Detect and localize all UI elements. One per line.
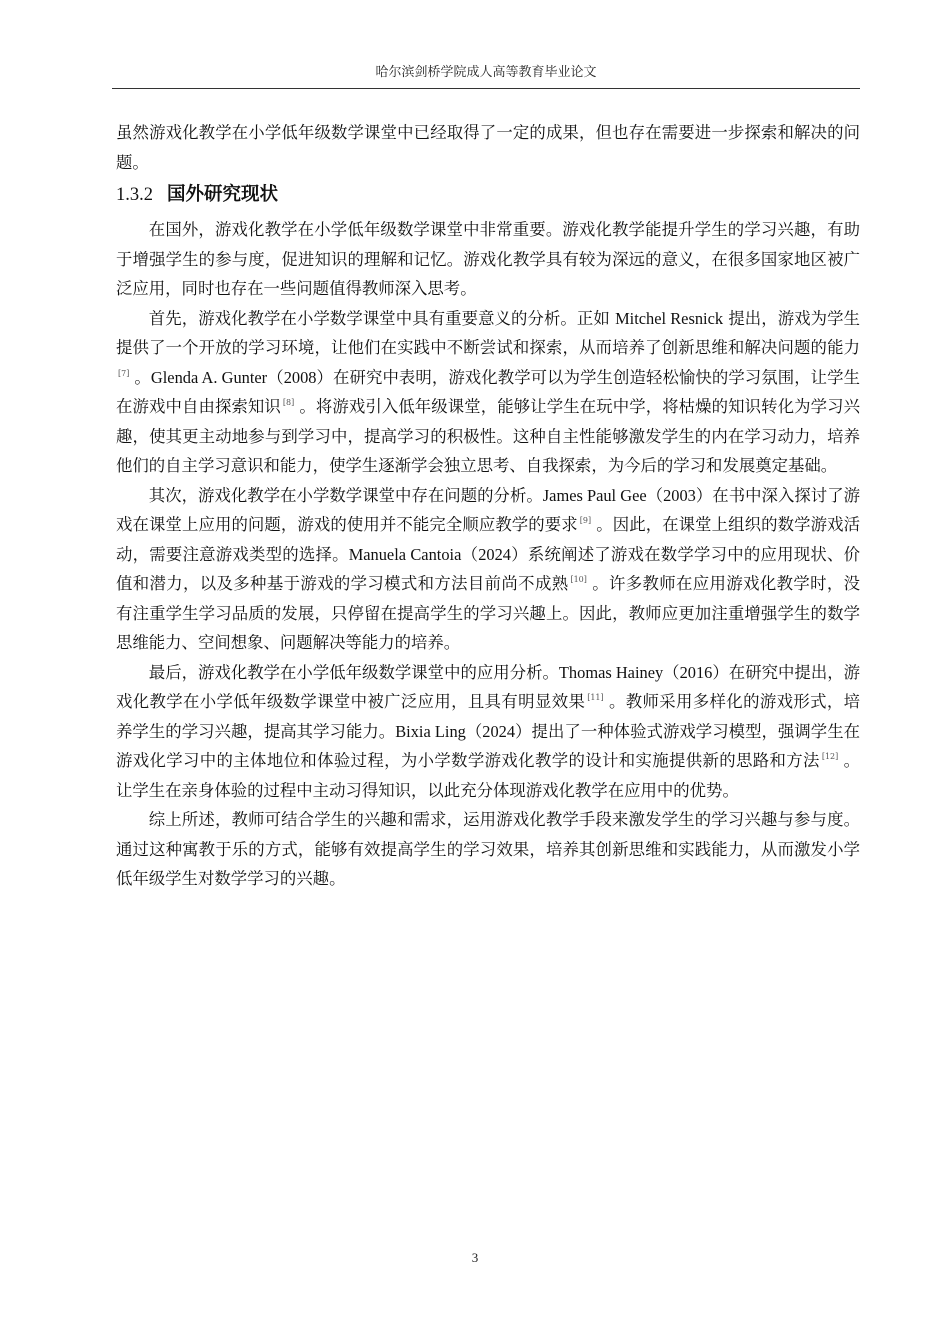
author-bixia-ling: Bixia Ling（2024） <box>395 721 532 741</box>
p3-text-b: 在书中深入探讨了游戏在课堂上应用的问题，游戏的使用并不能完全顺应教学的要求 <box>116 485 861 534</box>
p2-text-a: 首先，游戏化教学在小学数学课堂中具有重要意义的分析。正如 <box>148 308 616 328</box>
p2-text-b: 提出，游戏为学生提供了一个开放的学习环境，让他们在实践中不断尝试和探索，从而培养了创新思维和解决问题的能力 <box>116 308 860 357</box>
p4-text-c: 。教师采用多样化的游戏形式，培养学生的学习兴趣，提高其学习能力。 <box>116 692 861 741</box>
paragraph-application <box>116 658 860 806</box>
section-title: 国外研究现状 <box>167 184 279 205</box>
paragraph-problems <box>116 481 860 658</box>
author-thomas-hainey: Thomas Hainey（2016） <box>558 662 729 682</box>
paragraph-significance <box>116 304 860 481</box>
p3-text-c: 。因此，在课堂上组织的数学游戏活动，需要注意游戏类型的选择。 <box>116 515 860 564</box>
citation-10: [10] <box>570 575 587 584</box>
paragraph-overview: 在国外，游戏化教学在小学低年级数学课堂中非常重要。游戏化教学能提升学生的学习兴趣，有助于增强学生的参与度，促进知识的理解和记忆。游戏化教学具有较为深远的意义，在很多国家地区被广泛应用，同时也存在一些问题值得教师深入思考。 <box>116 220 860 298</box>
running-header: 哈尔滨剑桥学院成人高等教育毕业论文 <box>112 62 860 89</box>
page-body <box>116 118 860 894</box>
p2-text-d: 在研究中表明，游戏化教学可以为学生创造轻松愉快的学习氛围，让学生在游戏中自由探索知识 <box>116 367 861 416</box>
author-manuela-cantoia: Manuela Cantoia（2024） <box>348 544 528 564</box>
p3-text-d: 系统阐述了游戏在数学学习中的应用现状、价值和潜力，以及多种基于游戏的学习模式和方法目前尚不成熟 <box>116 544 861 593</box>
citation-8: [8] <box>282 398 295 407</box>
section-number: 1.3.2 <box>116 185 153 205</box>
section-heading <box>116 183 860 207</box>
p4-text-d: 提出了一种体验式游戏学习模型，强调学生在游戏化学习中的主体地位和体验过程，为小学数学游戏化教学的设计和实施提供新的思路和方法 <box>116 721 861 770</box>
paragraph-summary: 综上所述，教师可结合学生的兴趣和需求，运用游戏化教学手段来激发学生的学习兴趣与参与度。通过这种寓教于乐的方式，能够有效提高学生的学习效果，培养其创新思维和实践能力，从而激发小学低年级学生对数学学习的兴趣。 <box>116 810 860 888</box>
p4-text-b: 在研究中提出，游戏化教学在小学低年级数学课堂中被广泛应用，且具有明显效果 <box>116 662 861 711</box>
citation-12: [12] <box>821 752 839 761</box>
p3-text-e: 。许多教师在应用游戏化教学时，没有注重学生学习品质的发展，只停留在提高学生的学习兴趣上。因此，教师应更加注重增强学生的数学思维能力、空间想象、问题解决等能力的培养。 <box>116 574 861 652</box>
p2-text-e: 。将游戏引入低年级课堂，能够让学生在玩中学，将枯燥的知识转化为学习兴趣，使其更主动地参与到学习中，提高学习的积极性。这种自主性能够激发学生的内在学习动力，培养他们的自主学习意识和能力，使学生逐渐学会独立思考、自我探索，为今后的学习和发展奠定基础。 <box>116 397 860 475</box>
p4-text-a: 最后，游戏化教学在小学低年级数学课堂中的应用分析。 <box>148 662 559 682</box>
author-james-paul-gee: James Paul Gee（2003） <box>542 485 713 505</box>
author-mitchel-resnick: Mitchel Resnick <box>615 308 724 328</box>
p4-text-e: 。让学生在亲身体验的过程中主动习得知识，以此充分体现游戏化教学在应用中的优势。 <box>116 751 861 800</box>
author-glenda-gunter: Glenda A. Gunter（2008） <box>150 367 334 387</box>
p3-text-a: 其次，游戏化教学在小学数学课堂中存在问题的分析。 <box>148 485 543 505</box>
intro-paragraph: 虽然游戏化教学在小学低年级数学课堂中已经取得了一定的成果，但也存在需要进一步探索和解决的问题。 <box>116 123 860 172</box>
citation-11: [11] <box>587 693 604 702</box>
p2-text-c: 。 <box>134 367 151 387</box>
citation-9: [9] <box>579 516 592 525</box>
citation-7: [7] <box>118 368 130 378</box>
page-number: 3 <box>471 1250 479 1265</box>
